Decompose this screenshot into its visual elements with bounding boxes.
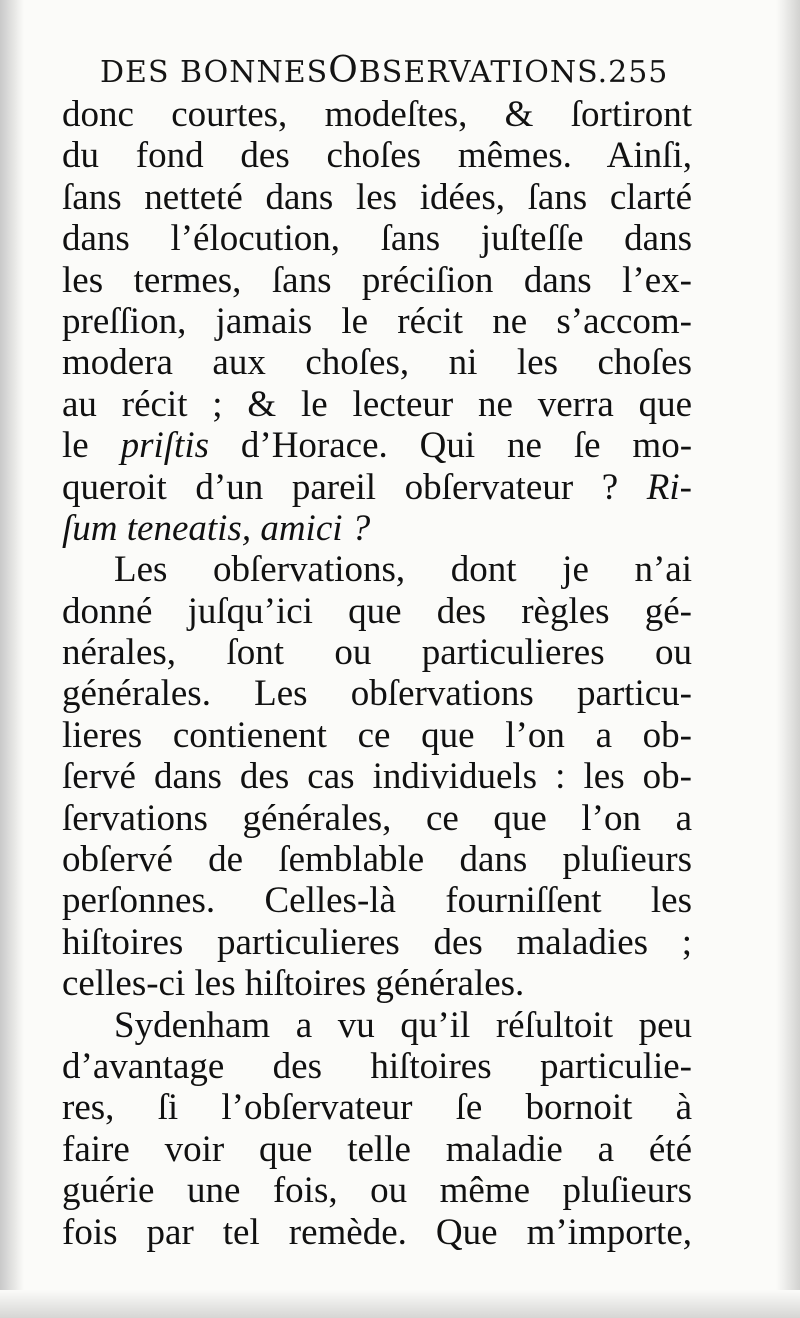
- page-number: 255: [608, 55, 669, 90]
- running-head-title-rest: BSERVATIONS.: [358, 55, 609, 90]
- text-line: donné juſqu’ici que des règles gé-: [62, 590, 692, 632]
- text-line: du fond des choſes mêmes. Ainſi,: [62, 135, 692, 177]
- line-fragment: d’Horace. Qui ne ſe mo-: [209, 425, 693, 467]
- body-text: [62, 94, 692, 1253]
- text-line: nérales, ſont ou particulieres ou: [62, 632, 692, 674]
- italic-text: ſum teneatis, amici ?: [62, 507, 371, 549]
- text-line: perſonnes. Celles-là fourniſſent les: [62, 880, 692, 922]
- text-line: ſervations générales, ce que l’on a: [62, 797, 692, 839]
- text-line: hiſtoires particulieres des maladies ;: [62, 921, 692, 963]
- text-line: [62, 425, 692, 466]
- text-line: fois par tel remède. Que m’importe,: [62, 1211, 692, 1253]
- text-line: au récit ; & le lecteur ne verra que: [62, 383, 692, 425]
- line-fragment: queroit d’un pareil obſervateur ?: [62, 466, 647, 508]
- text-line: Les obſervations, dont je n’ai: [114, 549, 692, 591]
- text-line: ſans netteté dans les idées, ſans clarté: [62, 176, 692, 218]
- text-line: preſſion, jamais le récit ne s’accom-: [62, 300, 692, 342]
- text-line: obſervé de ſemblable dans pluſieurs: [62, 839, 692, 881]
- page-left-edge-shadow: [0, 0, 24, 1318]
- text-line: celles-ci les hiſtoires générales.: [62, 963, 525, 1005]
- text-line: donc courtes, modeſtes, & ſortiront: [62, 94, 692, 135]
- text-line: d’avantage des hiſtoires particulie-: [62, 1045, 692, 1087]
- italic-text: Ri-: [646, 466, 692, 508]
- running-head-title-initial: O: [328, 50, 359, 91]
- page-right-edge-shadow: [776, 0, 800, 1318]
- text-line: [62, 508, 692, 549]
- text-line: res, ſi l’obſervateur ſe bornoit à: [62, 1087, 692, 1129]
- text-line: générales. Les obſervations particu-: [62, 673, 692, 715]
- text-line: Sydenham a vu qu’il réſultoit peu: [114, 1004, 692, 1046]
- text-line: les termes, ſans préciſion dans l’ex-: [62, 259, 692, 301]
- text-line: lieres contienent ce que l’on a ob-: [62, 714, 692, 756]
- running-head: [100, 50, 690, 91]
- running-head-title-small: DES BONNES: [100, 55, 329, 90]
- page-bottom-edge-shadow: [0, 1290, 800, 1318]
- text-line: ſervé dans des cas individuels : les ob-: [62, 756, 692, 798]
- text-line: [62, 467, 692, 508]
- italic-text: priſtis: [120, 425, 210, 467]
- text-line: dans l’élocution, ſans juſteſſe dans: [62, 218, 692, 260]
- line-fragment: le: [62, 425, 121, 467]
- text-line: guérie une fois, ou même pluſieurs: [62, 1170, 692, 1212]
- text-line: faire voir que telle maladie a été: [62, 1128, 692, 1170]
- text-line: modera aux choſes, ni les choſes: [62, 342, 692, 384]
